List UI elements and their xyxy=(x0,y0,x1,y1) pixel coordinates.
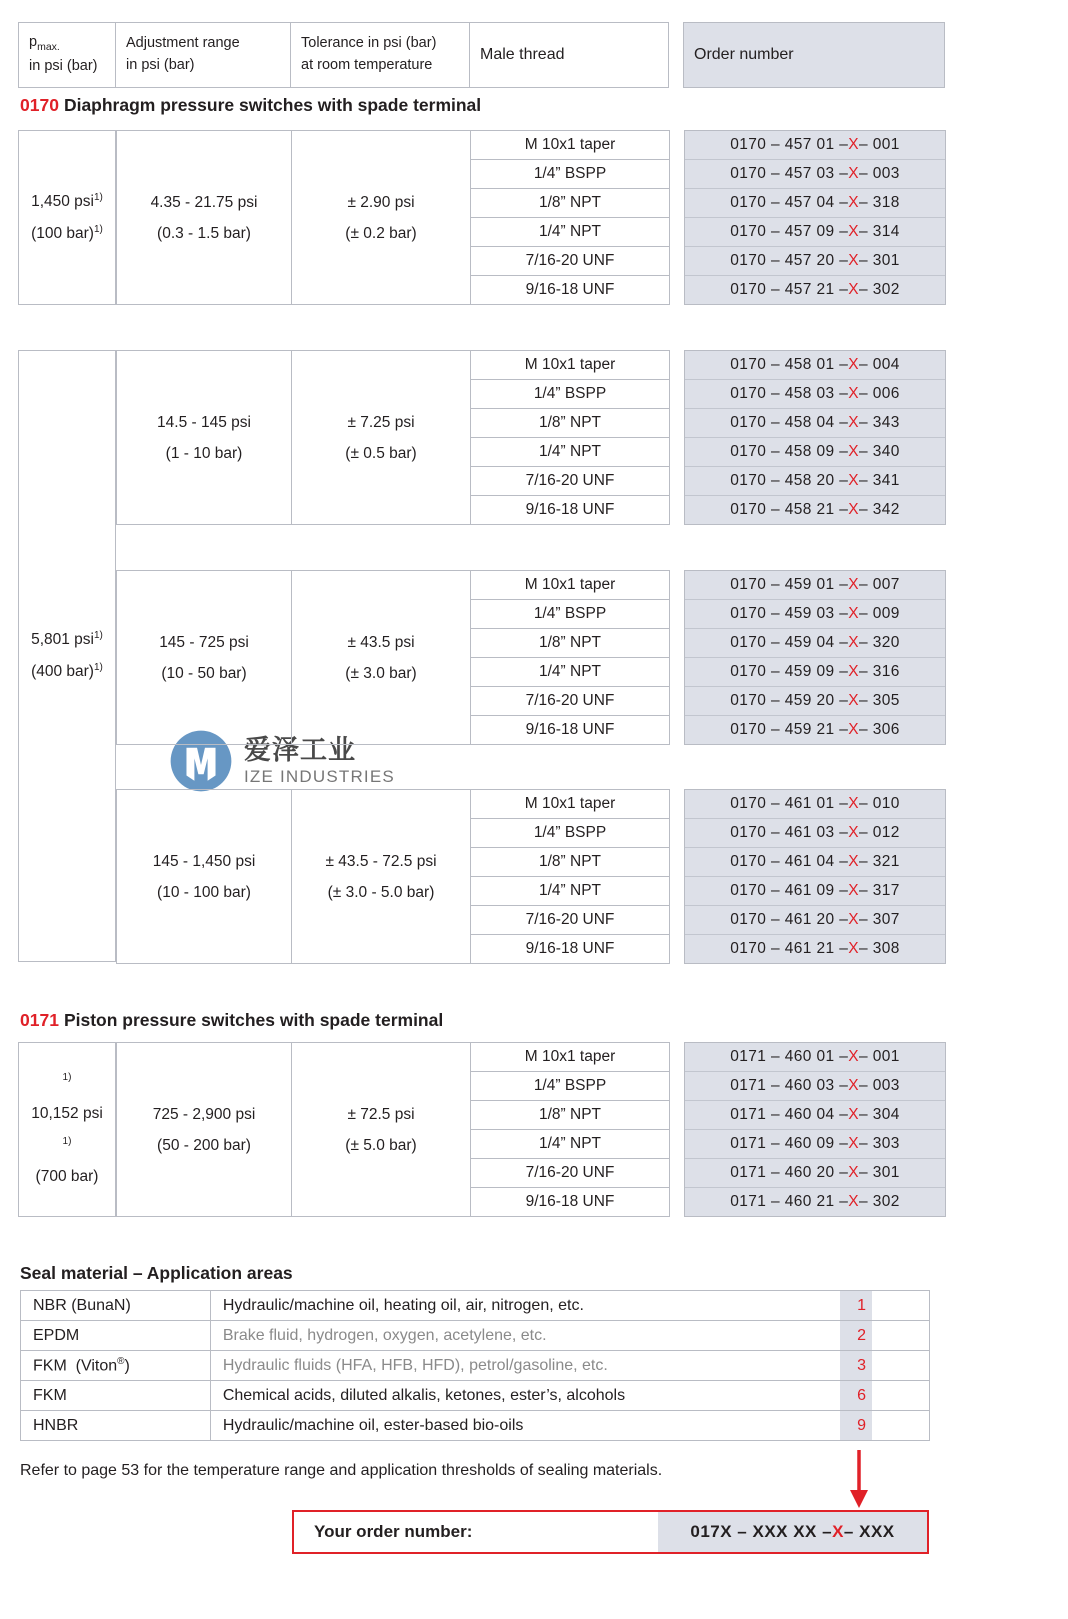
seal-material-name: HNBR xyxy=(21,1411,211,1441)
adjustment-range-cell: 14.5 - 145 psi (1 - 10 bar) xyxy=(116,350,292,525)
order-number-cell: 0170 – 461 03 – X – 012 xyxy=(685,819,945,848)
order-number-cell: 0170 – 457 21 – X – 302 xyxy=(730,281,900,298)
seal-material-name: EPDM xyxy=(21,1321,211,1351)
tolerance-cell: ± 43.5 - 72.5 psi (± 3.0 - 5.0 bar) xyxy=(291,789,471,964)
seal-code: 1 xyxy=(840,1291,872,1321)
thread-cell: M 10x1 taper xyxy=(471,131,669,160)
header-adjustment-range: Adjustment range in psi (bar) xyxy=(115,22,291,88)
thread-cell: 9/16-18 UNF xyxy=(471,935,669,964)
table-row xyxy=(21,1351,930,1381)
pmax-cell-5801: 5,801 psi$^{1)}$ (400 bar)$^{1)}$ xyxy=(18,350,116,962)
order-number-cell: 0170 – 458 01 – X – 004 xyxy=(685,351,945,380)
section-title-0170: 0170 Diaphragm pressure switches with spade terminal xyxy=(20,95,482,115)
seal-pad xyxy=(872,1411,930,1441)
thread-cell: 7/16-20 UNF xyxy=(471,247,669,276)
thread-cell: 1/4” NPT xyxy=(471,218,669,247)
seal-code: 3 xyxy=(840,1351,872,1381)
order-number-cell: 0171 – 460 20 – X – 301 xyxy=(685,1159,945,1188)
seal-pad xyxy=(872,1321,930,1351)
tolerance-cell: ± 43.5 psi (± 3.0 bar) xyxy=(291,570,471,745)
tolerance-cell: ± 2.90 psi (± 0.2 bar) xyxy=(291,130,471,305)
seal-pad xyxy=(872,1351,930,1381)
order-number-cell: 0170 – 459 01 – X – 007 xyxy=(685,571,945,600)
product-block-459 xyxy=(116,570,946,745)
order-number-cell: 0170 – 461 20 – X – 307 xyxy=(685,906,945,935)
order-number-cell: 0170 – 457 03 – X – 003 xyxy=(685,160,945,189)
product-block-457 xyxy=(116,130,946,305)
order-number-cell: 0170 – 458 04 – X – 343 xyxy=(685,409,945,438)
thread-column xyxy=(470,570,670,745)
order-number-cell: 0170 – 457 04 – X – 318 xyxy=(685,189,945,218)
reference-note: Refer to page 53 for the temperature range and application thresholds of sealing materials. xyxy=(20,1462,663,1479)
thread-cell: 1/8” NPT xyxy=(471,629,669,658)
thread-cell: 1/4” NPT xyxy=(471,658,669,687)
seal-material-name: FKM xyxy=(21,1381,211,1411)
thread-cell: 1/4” BSPP xyxy=(471,160,669,189)
order-number-cell: 0170 – 458 21 – X – 342 xyxy=(730,501,900,518)
adjustment-range-cell: 4.35 - 21.75 psi (0.3 - 1.5 bar) xyxy=(116,130,292,305)
thread-cell: 7/16-20 UNF xyxy=(471,906,669,935)
down-arrow-icon xyxy=(845,1450,873,1512)
thread-cell: 1/4” NPT xyxy=(471,438,669,467)
order-number-cell: 0171 – 460 04 – X – 304 xyxy=(685,1101,945,1130)
thread-cell: 1/8” NPT xyxy=(471,189,669,218)
thread-cell: 7/16-20 UNF xyxy=(471,1159,669,1188)
thread-cell: 9/16-18 UNF xyxy=(471,716,669,745)
thread-cell: M 10x1 taper xyxy=(471,790,669,819)
thread-cell: 1/8” NPT xyxy=(471,1101,669,1130)
header-male-thread: Male thread xyxy=(469,22,669,88)
order-number-cell: 0170 – 458 03 – X – 006 xyxy=(685,380,945,409)
thread-cell: 9/16-18 UNF xyxy=(471,1188,669,1217)
thread-cell: 1/4” NPT xyxy=(471,877,669,906)
order-number-cell: 0170 – 459 21 – X – 306 xyxy=(730,721,900,738)
thread-cell: 9/16-18 UNF xyxy=(471,276,669,305)
thread-cell: 9/16-18 UNF xyxy=(471,496,669,525)
header-order-number: Order number xyxy=(683,22,945,88)
seal-material-table xyxy=(20,1290,930,1441)
thread-cell: 1/4” BSPP xyxy=(471,600,669,629)
order-number-cell: 0170 – 457 09 – X – 314 xyxy=(685,218,945,247)
your-order-number-label: Your order number: xyxy=(314,1522,473,1541)
table-header xyxy=(18,22,948,88)
seal-application: Hydraulic/machine oil, heating oil, air, nitrogen, etc. xyxy=(210,1291,839,1321)
tolerance-cell: ± 7.25 psi (± 0.5 bar) xyxy=(291,350,471,525)
pmax-cell-10152: $^{1)}$ 10,152 psi $^{1)}$ (700 bar) xyxy=(18,1042,116,1217)
thread-cell: 7/16-20 UNF xyxy=(471,467,669,496)
adjustment-range-cell: 145 - 1,450 psi (10 - 100 bar) xyxy=(116,789,292,964)
product-block-460 xyxy=(116,1042,946,1217)
table-row xyxy=(21,1381,930,1411)
header-pmax: $p_{max.}$ in psi (bar) xyxy=(18,22,116,88)
header-tolerance: Tolerance in psi (bar) at room temperature xyxy=(290,22,470,88)
order-number-cell: 0170 – 461 09 – X – 317 xyxy=(685,877,945,906)
thread-cell: M 10x1 taper xyxy=(471,351,669,380)
your-order-number-box xyxy=(292,1510,929,1554)
thread-column xyxy=(470,1042,670,1217)
watermark-en-text: IZE INDUSTRIES xyxy=(244,767,395,786)
thread-cell: 1/4” BSPP xyxy=(471,1072,669,1101)
thread-cell: 7/16-20 UNF xyxy=(471,687,669,716)
seal-pad xyxy=(872,1291,930,1321)
watermark-cn-text: 爱泽工业 xyxy=(244,735,356,766)
order-number-cell: 0170 – 459 03 – X – 009 xyxy=(685,600,945,629)
thread-cell: M 10x1 taper xyxy=(471,571,669,600)
order-number-cell: 0170 – 458 09 – X – 340 xyxy=(685,438,945,467)
thread-cell: 1/4” BSPP xyxy=(471,380,669,409)
order-number-cell: 0171 – 460 09 – X – 303 xyxy=(685,1130,945,1159)
seal-pad xyxy=(872,1381,930,1411)
adjustment-range-cell: 725 - 2,900 psi (50 - 200 bar) xyxy=(116,1042,292,1217)
order-number-cell: 0170 – 461 21 – X – 308 xyxy=(730,940,900,957)
order-number-cell: 0171 – 460 03 – X – 003 xyxy=(685,1072,945,1101)
seal-code: 2 xyxy=(840,1321,872,1351)
order-number-column xyxy=(684,130,946,305)
thread-cell: 1/8” NPT xyxy=(471,409,669,438)
order-number-column xyxy=(684,350,946,525)
seal-application: Hydraulic/machine oil, ester-based bio-oils xyxy=(210,1411,839,1441)
table-row xyxy=(21,1411,930,1441)
tolerance-cell: ± 72.5 psi (± 5.0 bar) xyxy=(291,1042,471,1217)
thread-cell: M 10x1 taper xyxy=(471,1043,669,1072)
order-number-column xyxy=(684,570,946,745)
seal-application: Chemical acids, diluted alkalis, ketones, ester’s, alcohols xyxy=(210,1381,839,1411)
table-row xyxy=(21,1291,930,1321)
thread-column xyxy=(470,130,670,305)
order-number-cell: 0171 – 460 21 – X – 302 xyxy=(730,1193,900,1210)
order-number-cell: 0170 – 461 01 – X – 010 xyxy=(685,790,945,819)
order-number-cell: 0170 – 457 01 – X – 001 xyxy=(685,131,945,160)
seal-material-name: NBR (BunaN) xyxy=(21,1291,211,1321)
seal-code: 9 xyxy=(840,1411,872,1441)
order-number-cell: 0170 – 459 09 – X – 316 xyxy=(685,658,945,687)
order-number-cell: 0170 – 461 04 – X – 321 xyxy=(685,848,945,877)
seal-application: Brake fluid, hydrogen, oxygen, acetylene, etc. xyxy=(210,1321,839,1351)
your-order-number-value: 017X – XXX XX – X – XXX xyxy=(658,1512,927,1552)
order-number-column xyxy=(684,789,946,964)
adjustment-range-cell: 145 - 725 psi (10 - 50 bar) xyxy=(116,570,292,745)
thread-column xyxy=(470,789,670,964)
order-number-cell: 0170 – 458 20 – X – 341 xyxy=(685,467,945,496)
seal-material-title: Seal material – Application areas xyxy=(20,1263,293,1283)
thread-cell: 1/4” BSPP xyxy=(471,819,669,848)
order-number-cell: 0170 – 459 04 – X – 320 xyxy=(685,629,945,658)
thread-cell: 1/8” NPT xyxy=(471,848,669,877)
seal-application: Hydraulic fluids (HFA, HFB, HFD), petrol/gasoline, etc. xyxy=(210,1351,839,1381)
order-number-cell: 0170 – 457 20 – X – 301 xyxy=(685,247,945,276)
section-title-0171: 0171 Piston pressure switches with spade terminal xyxy=(20,1010,444,1030)
seal-material-name: FKM (Viton®) xyxy=(21,1351,211,1381)
order-number-cell: 0170 – 459 20 – X – 305 xyxy=(685,687,945,716)
product-block-458 xyxy=(116,350,946,525)
thread-column xyxy=(470,350,670,525)
product-block-461 xyxy=(116,789,946,964)
order-number-cell: 0171 – 460 01 – X – 001 xyxy=(685,1043,945,1072)
table-row xyxy=(21,1321,930,1351)
thread-cell: 1/4” NPT xyxy=(471,1130,669,1159)
order-number-column xyxy=(684,1042,946,1217)
seal-code: 6 xyxy=(840,1381,872,1411)
pmax-cell-1450: 1,450 psi$^{1)}$ (100 bar)$^{1)}$ xyxy=(18,130,116,305)
